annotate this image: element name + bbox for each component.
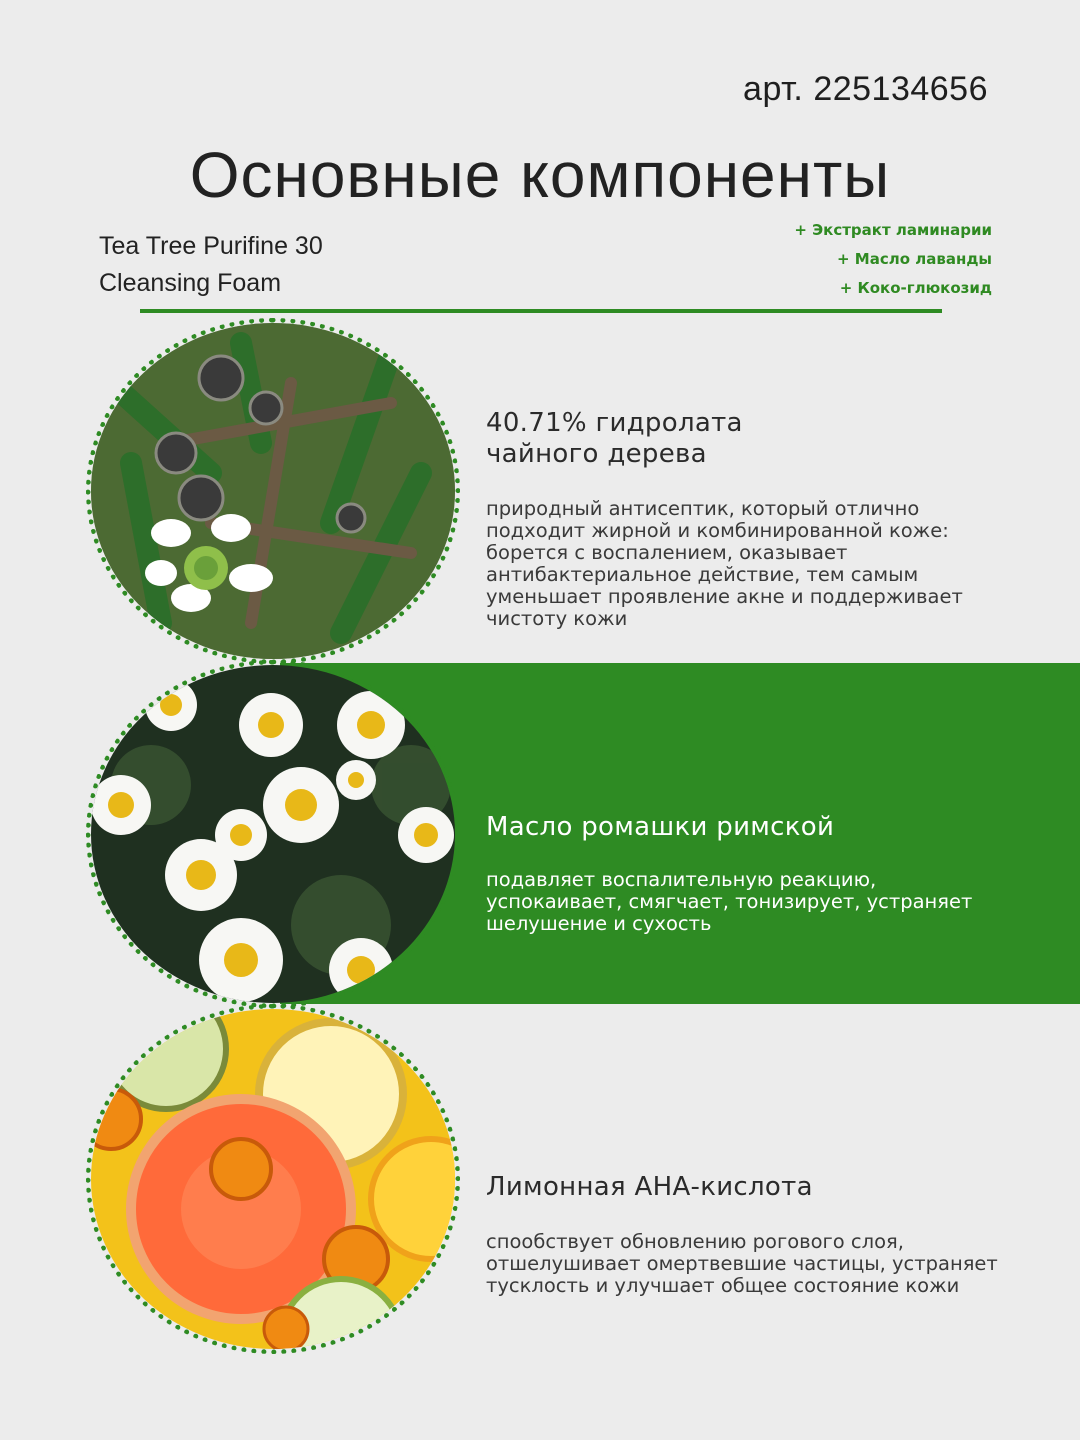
- product-name-line-1: Tea Tree Purifine 30: [99, 232, 323, 260]
- chamomile-photo: [86, 660, 460, 1008]
- component-title: Масло ромашки римской: [486, 812, 835, 842]
- product-name-line-2: Cleansing Foam: [99, 269, 282, 297]
- component-tea-tree: [486, 408, 1006, 630]
- component-title-line-2: чайного дерева: [486, 439, 707, 469]
- extra-ingredients-list: [794, 216, 992, 303]
- component-chamomile: [486, 812, 1006, 935]
- component-description: природный антисептик, который отлично подходит жирной и комбинированной коже: борется с воспалением, оказывает антибактериальное действие, тем самым уменьшает проявление акне и поддерживает чистоту кожи: [486, 497, 963, 630]
- extra-ingredient: + Масло лаванды: [836, 250, 992, 268]
- header-divider: [140, 309, 942, 313]
- component-citrus: [486, 1172, 1006, 1297]
- tea-tree-photo: [86, 318, 460, 664]
- extra-ingredient: + Экстракт ламинарии: [794, 221, 992, 239]
- article-number: арт. 225134656: [743, 70, 988, 108]
- component-title-line-1: 40.71% гидролата: [486, 408, 743, 438]
- citrus-photo: [86, 1004, 460, 1354]
- component-title: Лимонная АНА-кислота: [486, 1172, 813, 1202]
- component-description: подавляет воспалительную реакцию, успокаивает, смягчает, тонизирует, устраняет шелушение и сухость: [486, 868, 973, 935]
- extra-ingredient: + Коко-глюкозид: [839, 279, 992, 297]
- page-title: Основные компоненты: [189, 139, 891, 211]
- component-description: спообствует обновлению рогового слоя, отшелушивает омертвевшие частицы, устраняет тусклость и улучшает общее состояние кожи: [486, 1230, 998, 1297]
- product-name: [99, 228, 323, 302]
- component-title: [486, 408, 1006, 470]
